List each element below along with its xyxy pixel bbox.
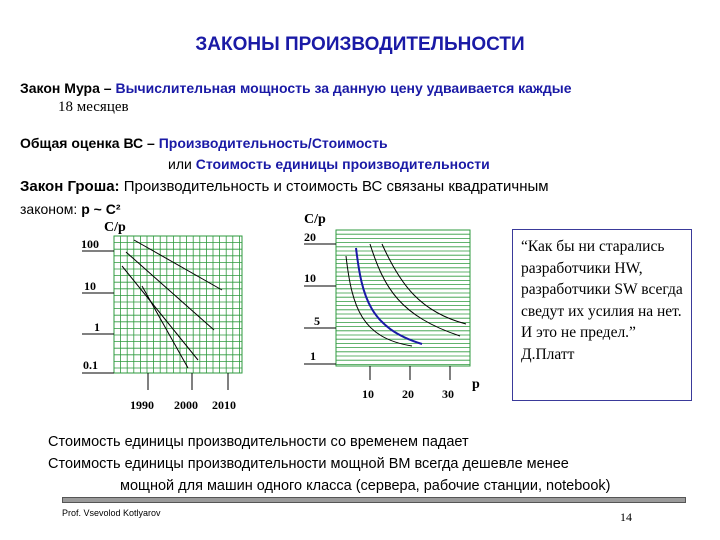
y-tick-label: 100 xyxy=(81,237,99,251)
moore-law xyxy=(20,80,572,96)
trend-line xyxy=(126,252,214,330)
y-tick-label: 1 xyxy=(94,320,100,334)
page-title: ЗАКОНЫ ПРОИЗВОДИТЕЛЬНОСТИ xyxy=(195,34,525,55)
estimate-or: или xyxy=(168,156,196,172)
grosch-law xyxy=(20,178,549,195)
footer-divider xyxy=(62,497,686,503)
y-tick-label: 0.1 xyxy=(83,358,98,372)
grosch-cont xyxy=(20,201,120,217)
x-tick-label: 20 xyxy=(402,387,414,401)
estimate-line2 xyxy=(168,156,490,172)
footer-author: Prof. Vsevolod Kotlyarov xyxy=(62,508,161,518)
grosch-cont-prefix: законом: xyxy=(20,201,82,217)
estimate-text1: Производительность/Стоимость xyxy=(158,135,388,151)
moore-law-cont: 18 месяцев xyxy=(58,99,129,115)
conclusion-line1: Стоимость единицы производительности со временем падает xyxy=(48,434,469,450)
estimate-text2: Стоимость единицы производительности xyxy=(195,156,490,172)
platt-quote: “Как бы ни старались разработчики HW, разработчики SW всегда сведут их усилия на нет. И это не предел.” Д.Платт xyxy=(512,229,692,401)
y-tick-label: 5 xyxy=(314,314,320,328)
grosch-label: Закон Гроша: xyxy=(20,178,124,195)
chart-ylabel: C/p xyxy=(104,220,126,235)
curve-line xyxy=(382,244,466,324)
y-tick-label: 1 xyxy=(310,349,316,363)
conclusion-line2: Стоимость единицы производительности мощной ВМ всегда дешевле менее xyxy=(48,456,569,472)
x-tick-label: 2000 xyxy=(174,398,198,412)
x-tick-label: 1990 xyxy=(130,398,154,412)
y-tick-label: 20 xyxy=(304,230,316,244)
grosch-text: Производительность и стоимость ВС связаны квадратичным xyxy=(123,178,549,195)
chart-grid xyxy=(82,236,242,390)
chart-grid xyxy=(304,230,470,380)
x-tick-label: 2010 xyxy=(212,398,236,412)
grid-border xyxy=(114,236,242,373)
y-tick-label: 10 xyxy=(304,271,316,285)
moore-law-text: Вычислительная мощность за данную цену удваивается каждые xyxy=(115,80,572,96)
page-number: 14 xyxy=(620,510,632,524)
estimate-line1 xyxy=(20,135,388,151)
estimate-label: Общая оценка ВС – xyxy=(20,135,159,151)
moore-law-label: Закон Мура – xyxy=(20,80,116,96)
trend-line xyxy=(142,286,188,368)
chart-xlabel: p xyxy=(472,377,480,392)
grosch-formula: p ~ C² xyxy=(81,201,121,217)
conclusion-line3: мощной для машин одного класса (сервера, рабочие станции, notebook) xyxy=(120,478,611,494)
time-cost-chart xyxy=(78,218,258,418)
x-tick-label: 10 xyxy=(362,387,374,401)
chart-ylabel: C/p xyxy=(304,212,326,227)
x-tick-label: 30 xyxy=(442,387,454,401)
y-tick-label: 10 xyxy=(84,279,96,293)
curve-line-highlight xyxy=(356,248,422,344)
performance-cost-chart xyxy=(300,208,490,408)
